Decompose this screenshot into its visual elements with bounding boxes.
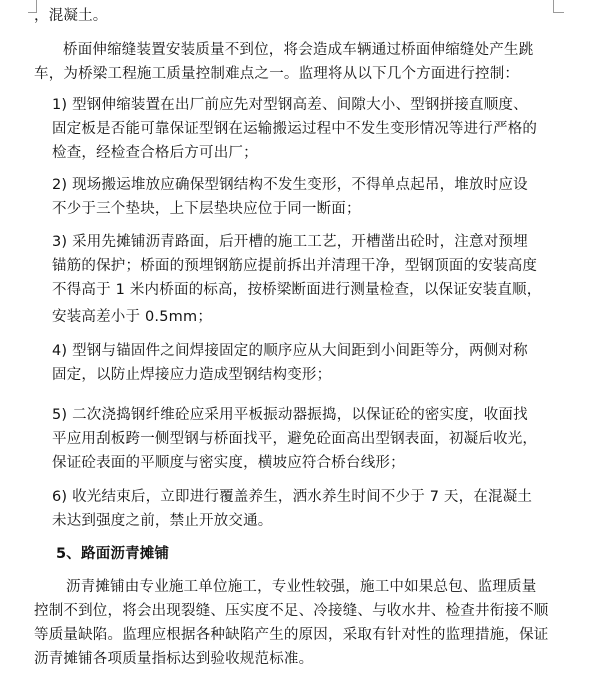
list-item-3-line: 不得高于 1 米内桥面的标高，按桥梁断面进行测量检查，以保证安装直顺， bbox=[52, 282, 542, 298]
list-item-4-line: 4) 型钢与锚固件之间焊接固定的顺序应从大间距到小间距等分，两侧对称 bbox=[52, 343, 528, 359]
paragraph-line: 车，为桥梁工程施工质量控制难点之一。监理将从以下几个方面进行控制： bbox=[34, 66, 520, 82]
list-item-3-line: 安装高差小于 0.5mm； bbox=[52, 309, 213, 325]
section-heading: 5、路面沥青摊铺 bbox=[56, 546, 170, 562]
list-item-1-line: 检查，经检查合格后方可出厂； bbox=[52, 145, 258, 161]
paragraph-line: 沥青摊铺由专业施工单位施工，专业性较强，施工中如果总包、监理质量 bbox=[66, 579, 537, 595]
list-item-4-line: 固定，以防止焊接应力造成型钢结构变形； bbox=[52, 367, 332, 383]
list-item-6-line: 未达到强度之前，禁止开放交通。 bbox=[52, 513, 273, 529]
list-item-3-line: 3) 采用先摊铺沥青路面，后开槽的施工工艺，开槽凿出砼时，注意对预埋 bbox=[52, 234, 528, 250]
list-item-5-line: 保证砼表面的平顺度与密实度，横坡应符合桥台线形； bbox=[52, 455, 405, 471]
paragraph-line: 沥青摊铺各项质量指标达到验收规范标准。 bbox=[34, 651, 314, 667]
list-item-1-line: 固定板是否能可靠保证型钢在运输搬运过程中不发生变形情况等进行严格的 bbox=[52, 121, 538, 137]
list-item-6-line: 6) 收光结束后，立即进行覆盖养生，洒水养生时间不少于 7 天，在混凝土 bbox=[52, 489, 533, 505]
paragraph-line: 等质量缺陷。监理应根据各种缺陷产生的原因，采取有针对性的监理措施，保证 bbox=[34, 627, 549, 643]
list-item-2-line: 不少于三个垫块，上下层垫块应位于同一断面； bbox=[52, 201, 361, 217]
list-item-1-line: 1) 型钢伸缩装置在出厂前应先对型钢高差、间隙大小、型钢拼接直顺度、 bbox=[52, 97, 528, 113]
paragraph-line: 桥面伸缩缝装置安装质量不到位，将会造成车辆通过桥面伸缩缝处产生跳 bbox=[63, 42, 534, 58]
list-item-5-line: 5) 二次浇捣钢纤维砼应采用平板振动器振捣，以保证砼的密实度，收面找 bbox=[52, 407, 528, 423]
paragraph-line: 控制不到位，将会出现裂缝、压实度不足、冷接缝、与收水井、检查井衔接不顺 bbox=[34, 603, 549, 619]
text-line: ，混凝土。 bbox=[34, 8, 108, 24]
page-corner-mark-right bbox=[553, 0, 564, 13]
list-item-2-line: 2) 现场搬运堆放应确保型钢结构不发生变形，不得单点起吊，堆放时应设 bbox=[52, 177, 528, 193]
list-item-5-line: 平应用刮板跨一侧型钢与桥面找平，避免砼面高出型钢表面，初凝后收光， bbox=[52, 431, 538, 447]
list-item-3-line: 锚筋的保护；桥面的预埋钢筋应提前拆出并清理干净，型钢顶面的安装高度 bbox=[52, 258, 538, 274]
